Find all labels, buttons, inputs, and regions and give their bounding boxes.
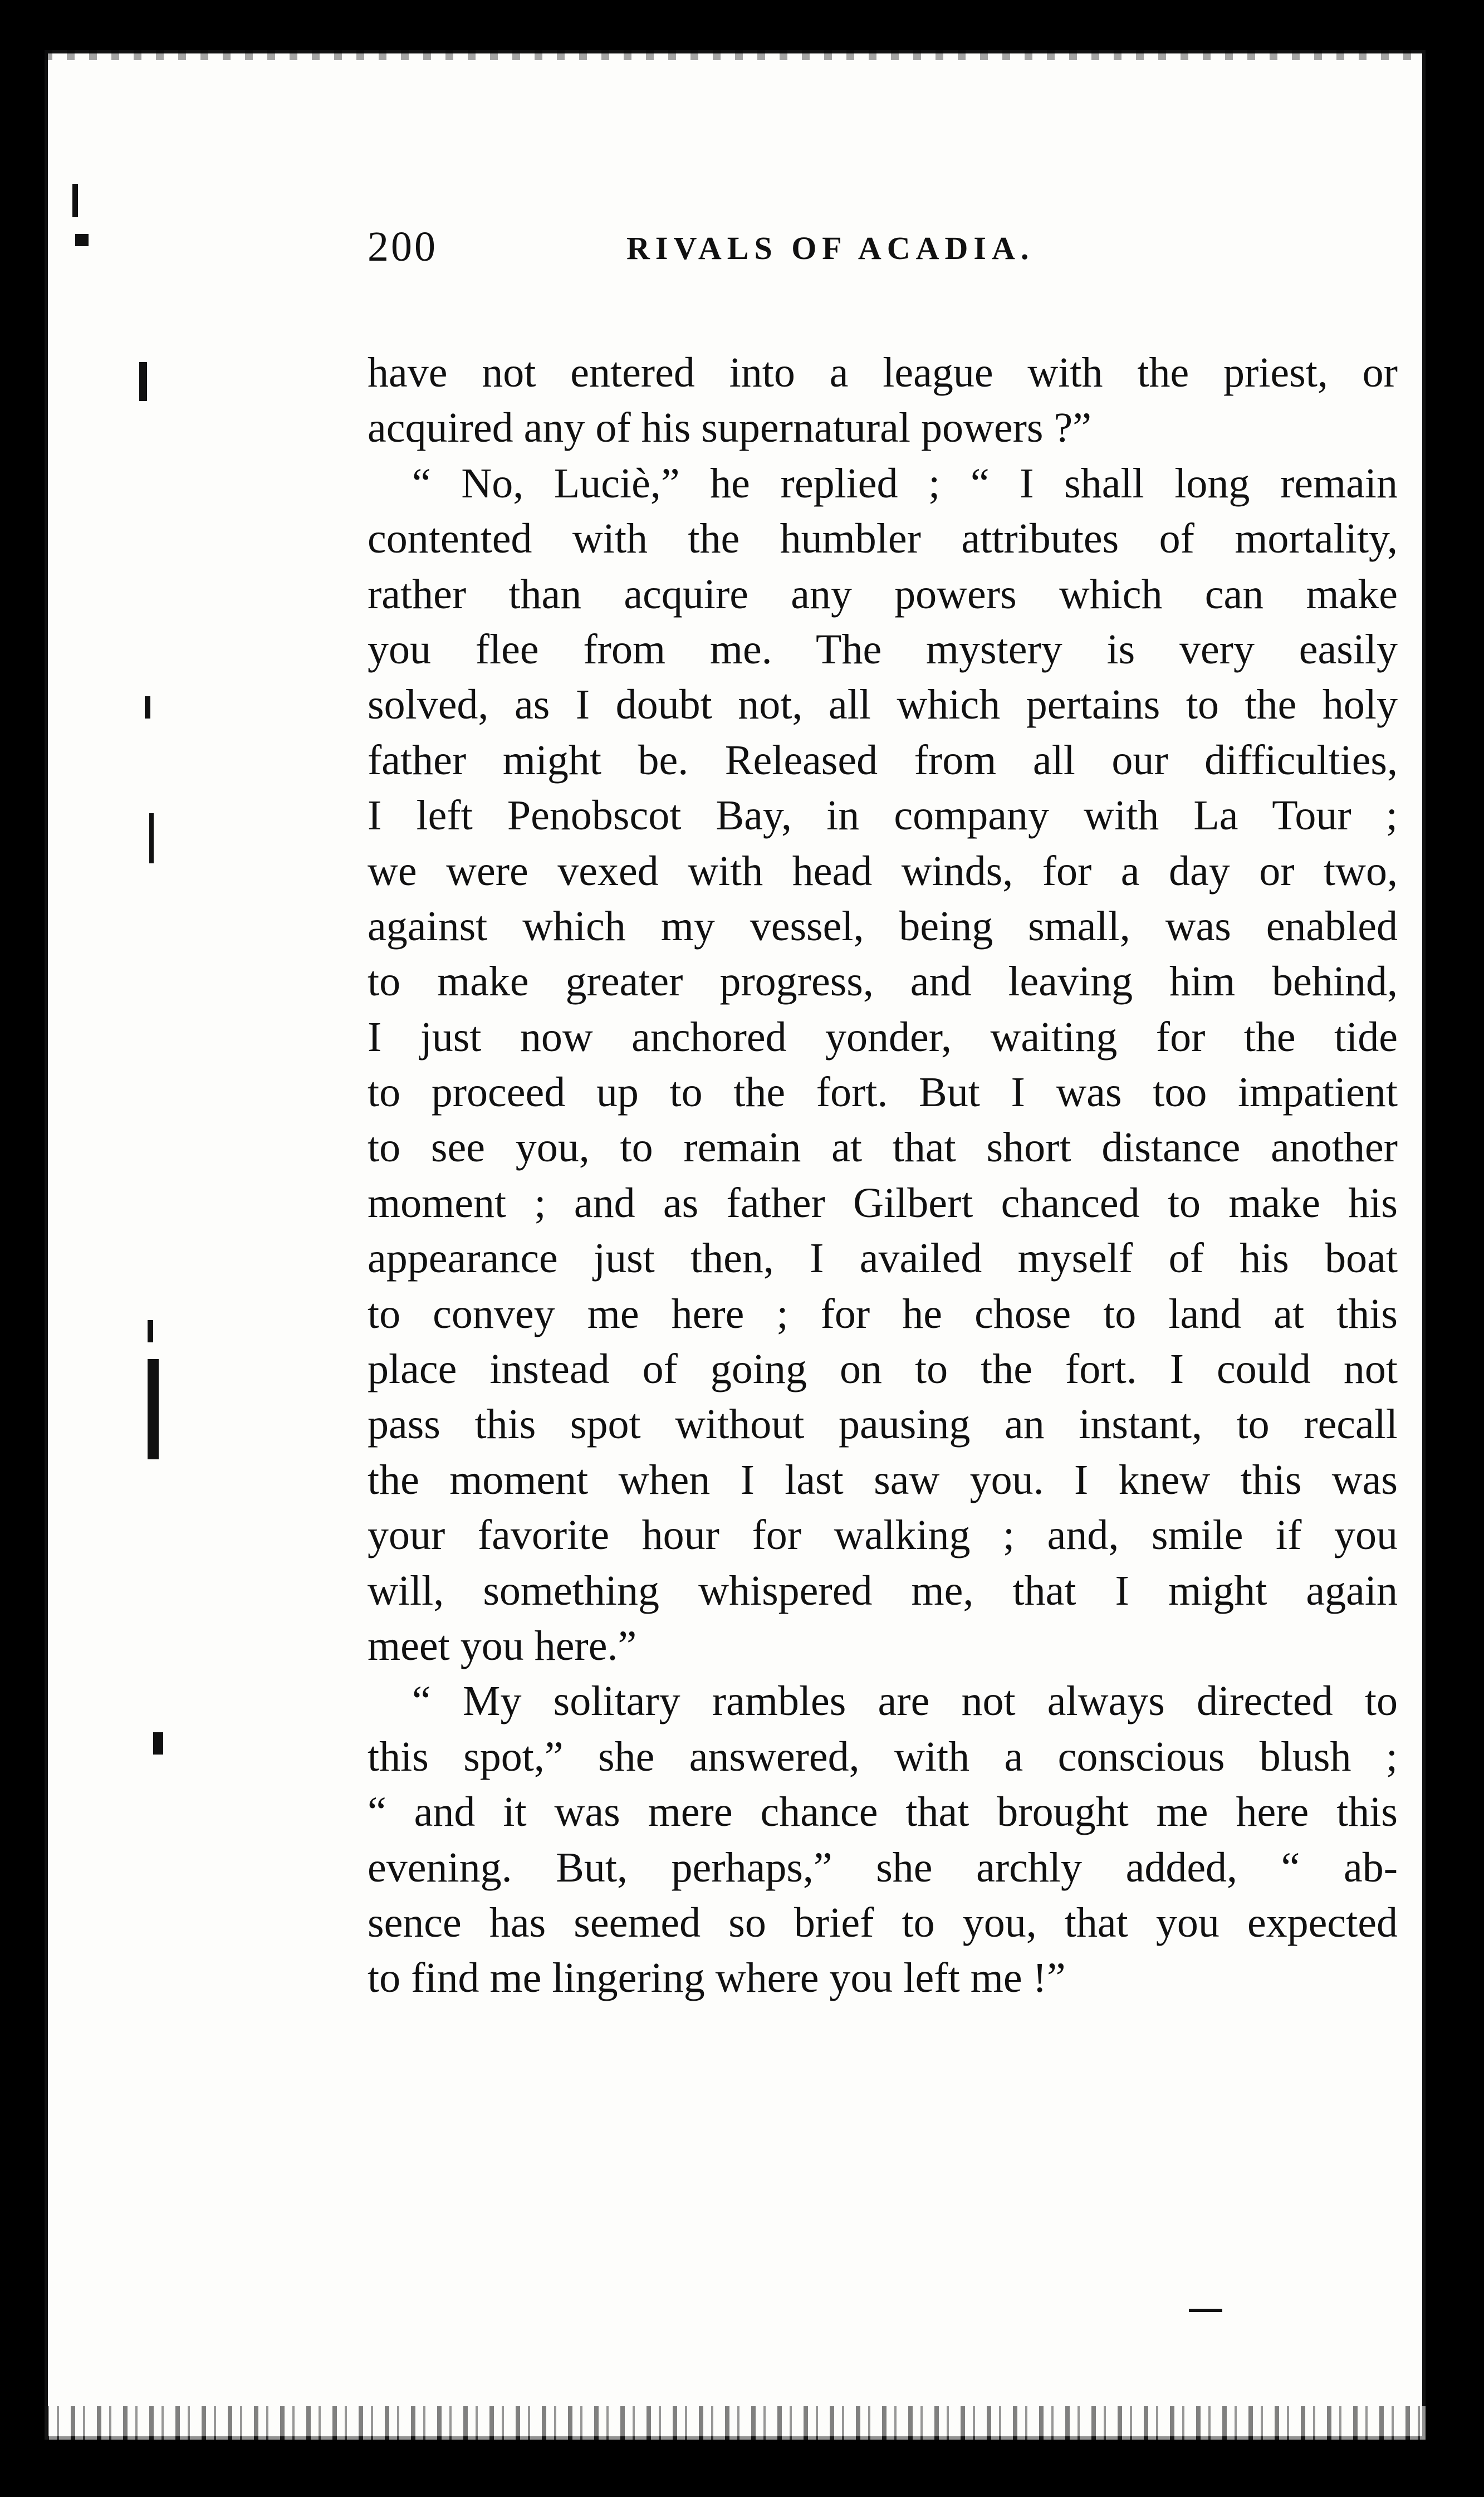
text-line: “ My solitary rambles are not always directed to xyxy=(412,1678,1398,1725)
text-line: to see you, to remain at that short distance another xyxy=(368,1124,1398,1171)
margin-speck xyxy=(153,1732,163,1755)
text-line: have not entered into a league with the priest, or xyxy=(368,349,1398,396)
text-line: rather than acquire any powers which can make xyxy=(368,570,1398,618)
text-line: to convey me here ; for he chose to land at this xyxy=(368,1290,1398,1337)
margin-speck xyxy=(75,234,89,246)
text-line: “ and it was mere chance that brought me here this xyxy=(368,1789,1398,1836)
page-torn-bottom-edge xyxy=(45,2406,1426,2440)
text-line: evening. But, perhaps,” she archly added, “ ab- xyxy=(368,1844,1398,1891)
page-number: 200 xyxy=(368,223,438,270)
text-line: your favorite hour for walking ; and, smile if you xyxy=(368,1512,1398,1559)
text-line: pass this spot without pausing an instant, to recall xyxy=(368,1401,1398,1448)
page-torn-top-edge xyxy=(45,50,1426,60)
text-line: to proceed up to the fort. But I was too impatient xyxy=(368,1069,1398,1116)
text-line: meet you here.” xyxy=(368,1622,637,1669)
text-line: solved, as I doubt not, all which pertains to the holy xyxy=(368,681,1398,729)
text-line: father might be. Released from all our difficulties, xyxy=(368,736,1398,784)
text-line: to find me lingering where you left me !” xyxy=(368,1954,1066,2002)
body-text xyxy=(368,345,1398,2006)
text-line: against which my vessel, being small, was enabled xyxy=(368,902,1398,950)
text-line: will, something whispered me, that I might again xyxy=(368,1567,1398,1614)
margin-speck xyxy=(148,1320,153,1342)
text-line: this spot,” she answered, with a conscious blush ; xyxy=(368,1733,1398,1780)
text-line: place instead of going on to the fort. I could not xyxy=(368,1346,1398,1393)
text-line: appearance just then, I availed myself of his boat xyxy=(368,1235,1398,1282)
margin-speck xyxy=(72,184,78,217)
margin-binding-mark xyxy=(148,1359,159,1459)
text-line: sence has seemed so brief to you, that you expected xyxy=(368,1899,1398,1946)
text-line: we were vexed with head winds, for a day or two, xyxy=(368,847,1398,895)
running-title: RIVALS OF ACADIA. xyxy=(626,230,1035,266)
text-line: “ No, Luciè,” he replied ; “ I shall long remain xyxy=(412,460,1398,507)
text-line: acquired any of his supernatural powers ?” xyxy=(368,404,1091,452)
text-line: the moment when I last saw you. I knew this was xyxy=(368,1456,1398,1503)
margin-speck xyxy=(139,362,147,401)
margin-speck xyxy=(149,813,154,863)
text-line: I just now anchored yonder, waiting for the tide xyxy=(368,1013,1398,1061)
running-head xyxy=(315,223,1406,284)
margin-speck xyxy=(1189,2309,1222,2312)
text-line: I left Penobscot Bay, in company with La Tour ; xyxy=(368,792,1398,839)
text-line: moment ; and as father Gilbert chanced to make his xyxy=(368,1179,1398,1226)
margin-speck xyxy=(145,696,150,719)
text-line: contented with the humbler attributes of mortality, xyxy=(368,515,1398,563)
text-line: to make greater progress, and leaving him behind, xyxy=(368,958,1398,1005)
text-line: you flee from me. The mystery is very easily xyxy=(368,626,1398,673)
